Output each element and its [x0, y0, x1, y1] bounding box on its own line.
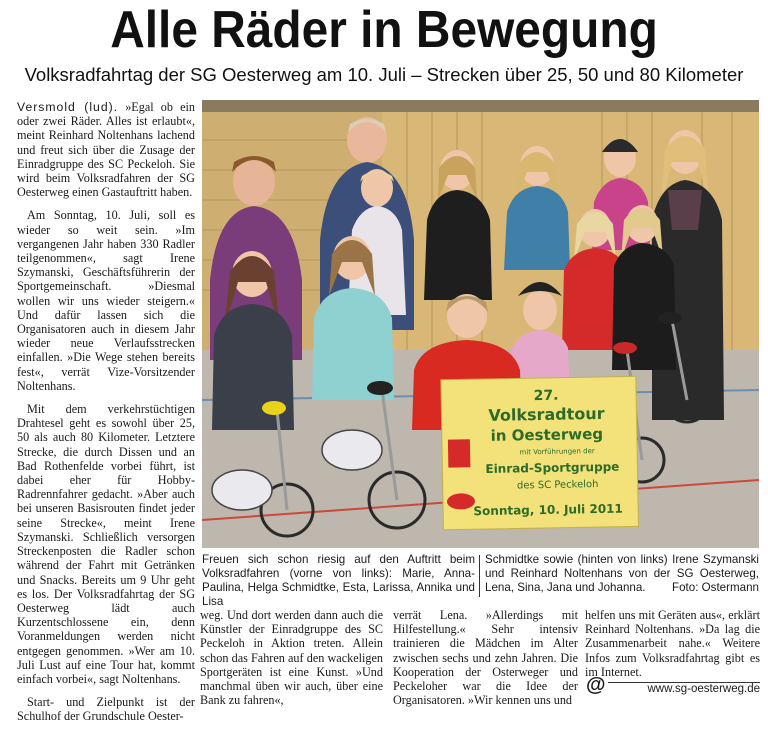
headline: Alle Räder in Bewegung — [110, 1, 658, 59]
poster-line3: Einrad-Sportgruppe — [485, 459, 620, 476]
article-paragraph: helfen uns mit Geräten aus«, erklärt Reinhard Noltenhans. »Da lag die Zusammenarbeit nahe.« Weitere Infos zum Volksradfahrtag gibt es im Internet. — [585, 608, 760, 679]
dateline: Versmold (lud). — [17, 100, 119, 114]
article-column-left — [17, 100, 195, 733]
poster-line4: des SC Peckeloh — [516, 479, 599, 492]
caption-divider — [479, 555, 480, 597]
article-paragraph: Mit dem verkehrstüchtigen Drahtesel geht es sowohl über 25, 50 als auch 80 Kilometer. Letztere Strecke, die durch Dissen und an Bad Rothenfelde vorbei führt, ist dabei eher für Hobby-Radrennfahrer gedacht. »Aber auch bei unseren Basisrouten findet jeder seine Strecke«, meint Irene Szymanski. Schließlich versorgen Streckenposten die Radler schon während der Fahrt mit Getränken und Snacks. Bereits um 9 Uhr geht es los. Der Volksradfahrtag der SG Oesterweg lädt auch Kurzentschlossene ein, denn Voranmeldungen werden nicht entgegen genommen. »Wer am 10. Juli Lust auf eine Tour hat, kommt einfach vorbei«, sagt Noltenhans. — [17, 402, 195, 686]
poster-line1: Volksradtour — [488, 403, 605, 425]
article-column-bottom-2 — [393, 608, 578, 716]
poster-line5: Sonntag, 10. Juli 2011 — [473, 501, 623, 519]
article-paragraph: verrät Lena. »Allerdings mit Hilfestellung.« Sehr intensiv trainieren die Mädchen im Alter zwischen sechs und zehn Jahren. Die Kooperation der Osterweger und Peckeloher war die Idee der Organisatoren. »Wir kennen uns und — [393, 608, 578, 708]
poster-logo — [448, 439, 470, 467]
article-paragraph: Am Sonntag, 10. Juli, soll es wieder so weit sein. »Im vergangenen Jahr haben 330 Radler teilgenommen«, sagt Irene Szymanski, Geschäftsführerin der Sportgemeinschaft. »Diesmal wollen wir uns wieder steigern.« Und dafür lassen sich die Organisatoren auch in diesem Jahr wieder neue Verlaufsstrecken einfallen. »Die Wege stehen bereits fest«, verrät Vize-Vorsitzender Noltenhans. — [17, 208, 195, 393]
poster-line2: in Oesterweg — [490, 424, 604, 445]
photo-caption-left: Freuen sich schon riesig auf den Auftritt beim Volksradfahren (vorne von links): Marie, Anna-Paulina, Helga Schmidtke, Esta, Larissa, Annika und Lisa — [202, 553, 475, 608]
web-link[interactable] — [586, 676, 760, 700]
at-icon: @ — [586, 674, 606, 696]
subheadline: Volksradfahrtag der SG Oesterweg am 10. Juli – Strecken über 25, 50 und 80 Kilometer — [24, 64, 744, 85]
poster-number: 27. — [533, 387, 559, 405]
group-photo — [202, 100, 759, 548]
article-paragraph: »Egal ob ein oder zwei Räder. Alles ist erlaubt«, meint Reinhard Noltenhans lachend und freut sich über die Zusage der Einradgruppe des SC Peckeloh. Sie wird beim Volksradfahren der SG Oesterweg einen Gastauftritt haben. — [17, 100, 195, 200]
poster-small: mit Vorführungen der — [519, 447, 595, 457]
article-paragraph: Start- und Zielpunkt ist der Schulhof der Grundschule Oester- — [17, 695, 195, 724]
article-column-bottom-1 — [200, 608, 383, 716]
photo-credit: Foto: Ostermann — [672, 581, 759, 594]
photo-caption-right — [485, 553, 759, 595]
caption-text: Schmidtke sowie (hinten von links) Irene Szymanski und Reinhard Noltenhans von der SG Oesterweg, Lena, Sina, Jana und Johanna. — [485, 553, 759, 594]
website-url[interactable]: www.sg-oesterweg.de — [647, 683, 760, 695]
article-paragraph: weg. Und dort werden dann auch die Künstler der Einradgruppe des SC Peckeloh in Aktion treten. Allein schon das Fahren auf den wackeligen Sportgeräten ist eine Kunst. »Und manchmal üben wir auch, über eine Bank zu fahren«, — [200, 608, 383, 708]
